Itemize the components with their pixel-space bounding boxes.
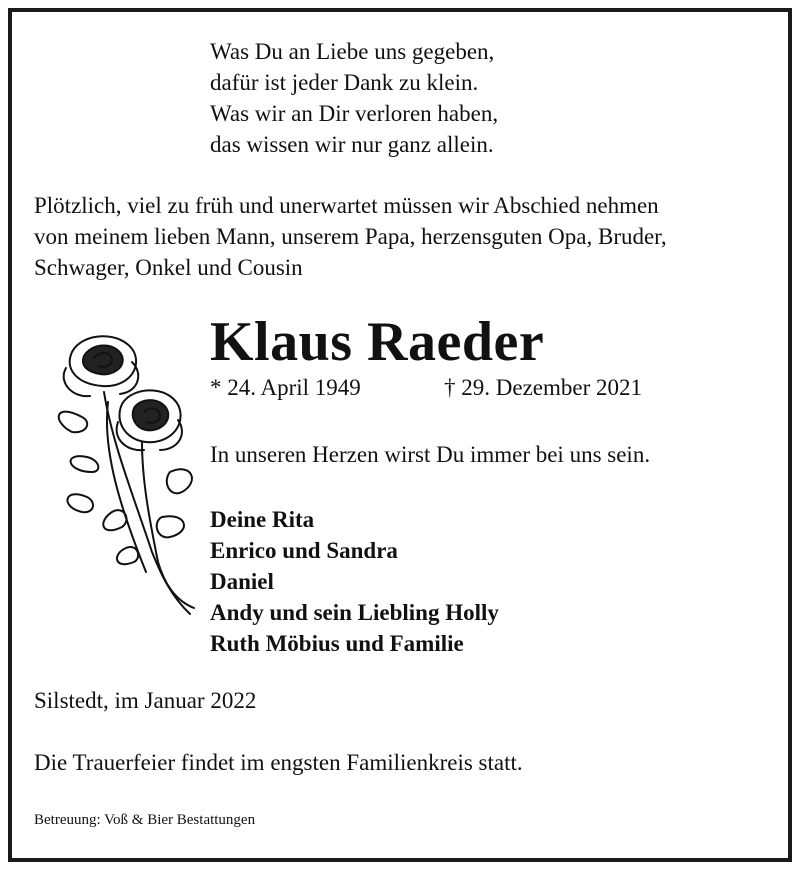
obituary-notice <box>8 8 792 862</box>
funeral-service-note: Die Trauerfeier findet im engsten Familienkreis statt. <box>34 750 523 775</box>
mourner-entry: Enrico und Sandra <box>210 538 398 563</box>
announcement-line: Schwager, Onkel und Cousin <box>34 255 303 280</box>
roses-icon <box>42 322 202 622</box>
undertaker-credit: Betreuung: Voß & Bier Bestattungen <box>34 812 256 828</box>
poem-line: das wissen wir nur ganz allein. <box>210 132 494 157</box>
announcement-line: Plötzlich, viel zu früh und unerwartet müssen wir Abschied nehmen <box>34 193 659 218</box>
poem-line: Was Du an Liebe uns gegeben, <box>210 39 495 64</box>
memorial-quote: In unseren Herzen wirst Du immer bei uns sein. <box>210 442 651 467</box>
birth-date: * 24. April 1949 <box>210 375 361 400</box>
deceased-name: Klaus Raeder <box>210 311 545 373</box>
place-date: Silstedt, im Januar 2022 <box>34 688 257 713</box>
poem-line: dafür ist jeder Dank zu klein. <box>210 70 479 95</box>
mourner-entry: Ruth Möbius und Familie <box>210 631 464 656</box>
poem-line: Was wir an Dir verloren haben, <box>210 101 499 126</box>
mourner-entry: Andy und sein Liebling Holly <box>210 600 499 625</box>
memorial-poem <box>210 36 498 160</box>
announcement-text <box>34 190 667 283</box>
mourner-entry: Daniel <box>210 569 274 594</box>
mourner-entry: Deine Rita <box>210 507 315 532</box>
announcement-line: von meinem lieben Mann, unserem Papa, herzensguten Opa, Bruder, <box>34 224 667 249</box>
death-date: † 29. Dezember 2021 <box>444 375 642 400</box>
mourners-list <box>210 504 499 659</box>
